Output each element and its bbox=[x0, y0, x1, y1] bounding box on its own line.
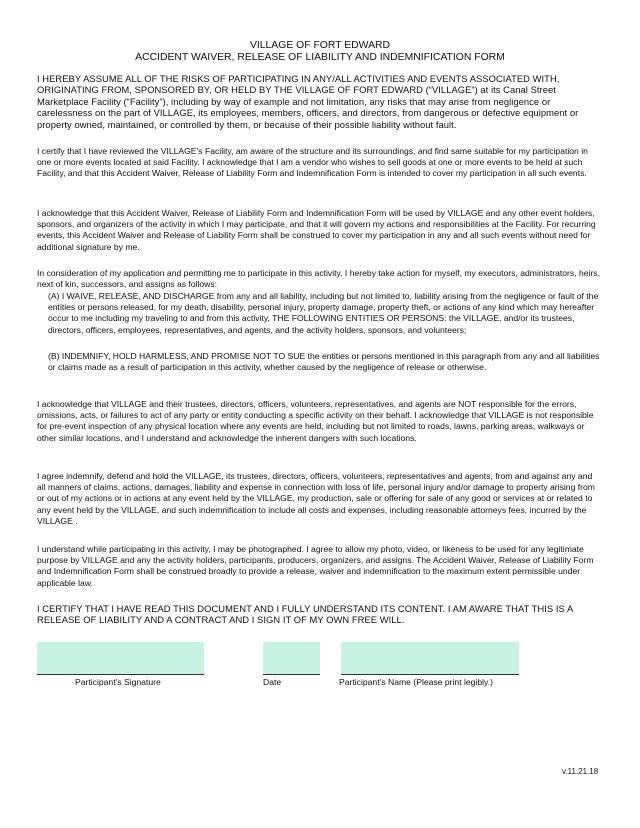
assumption-of-risk-paragraph: I HEREBY ASSUME ALL OF THE RISKS OF PARTICIPATING IN ANY/ALL ACTIVITIES AND EVENTS ASSOCIATED WITH, ORIGINATING FROM, SPONSORED BY, OR HELD BY THE VILLAGE OF FORT EDWARD (“VILLAGE”) at its Canal Street Marketplace Facility (“Facility”), including by way of example and not limitation, any risks that may arise from negligence or carelessness on the part of VILLAGE, its employees, members, officers, and directors, from dangerous or defective equipment or property owned, maintained, or controlled by them, or because of their possible liability without fault. bbox=[37, 73, 579, 130]
responsibility-acknowledgement-paragraph: I acknowledge that VILLAGE and their trustees, directors, officers, volunteers, representatives, and agents are NOT responsible for the errors, omissions, acts, or failures to act of any party or entity conducting a specific activity on their behalf. I acknowledge that VILLAGE is not responsible for pre-event inspection of any physical location where any events are held, including but not limited to roads, lawns, parking areas, walkways or other similar locations, and I understand and acknowledge the inherent dangers with such locations. bbox=[37, 399, 594, 443]
photo-release-paragraph: I understand while participating in this activity, I may be photographed. I agree to allow my photo, video, or likeness to be used for any legitimate purpose by VILLAGE and any the activity holders, participants, producers, organizers, and assigns. The Accident Waiver, Release of Liability Form and Indemnification Form shall be construed broadly to provide a release, waiver and indemnification to the maximum extent permissible under applicable law. bbox=[37, 544, 594, 588]
form-usage-paragraph: I acknowledge that this Accident Waiver, Release of Liability Form and Indemnification Form will be used by VILLAGE and any other event holders, sponsors, and organizers of the activity in which I may participate, and that it will govern my actions and responsibilities at the Facility. For recurring events, this Accident Waiver and Release of Liability Form shall be construed to cover my participation in any and all such events without need for additional signature by me. bbox=[37, 208, 596, 252]
indemnification-paragraph: I agree indemnify, defend and hold the VILLAGE, its trustees, directors, officers, volunteers, representatives and agents, from and against any and all manners of claims, actions, damages, liability and expense in connection with loss of life, personal injury and/or damage to property arising from or out of my actions or in actions at any event held by the VILLAGE, my production, sale or offering for sale of any good or services at or related to any event held by the VILLAGE, and such indemnification to include all costs and expenses, including reasonable attorneys fees, incurred by the VILLAGE . bbox=[37, 471, 595, 526]
facility-certification-paragraph: I certify that I have reviewed the VILLAGE’s Facility, am aware of the structure and its surroundings, and find same suitable for my participation in one or more events located at said Facility. I acknowledge that I am a vendor who wishes to sell goods at one or more events to be held at such Facility, and that this Accident Waiver, Release of Liability Form and Indemnification Form is intended to cover my participation in all such events. bbox=[37, 146, 588, 179]
date-field[interactable] bbox=[263, 642, 320, 675]
certification-statement: I CERTIFY THAT I HAVE READ THIS DOCUMENT AND I FULLY UNDERSTAND ITS CONTENT. I AM AWARE THAT THIS IS A RELEASE OF LIABILITY AND A CONTRACT AND I SIGN IT OF MY OWN FREE WILL. bbox=[37, 603, 573, 626]
version-number: v.11.21.18 bbox=[562, 767, 599, 776]
signature-label: Participant’s Signature bbox=[75, 677, 161, 687]
form-title-line-1: VILLAGE OF FORT EDWARD bbox=[249, 40, 391, 51]
consideration-paragraph: In consideration of my application and permitting me to participate in this activity, I hereby take action for myself, my executors, administrators, heirs, next of kin, successors, and assigns as follows: bbox=[37, 268, 600, 290]
participant-name-field[interactable] bbox=[341, 642, 519, 675]
waiver-clause-a: (A) I WAIVE, RELEASE, AND DISCHARGE from any and all liability, including but not limited to, liability arising from the negligence or fault of the entities or persons released, for my death, disability, personal injury, property damage, property theft, or actions of any kind which may hereafter occur to me including my traveling to and from this activity, THE FOLLOWING ENTITIES OR PERSONS: the VILLAGE, and/or its trustees, directors, officers, employees, representatives, and agents, and the activity holders, sponsors, and volunteers; bbox=[48, 291, 599, 335]
date-label: Date bbox=[263, 677, 282, 687]
signature-field[interactable] bbox=[37, 642, 204, 675]
participant-name-label: Participant’s Name (Please print legibly.) bbox=[339, 677, 493, 687]
form-title-line-2: ACCIDENT WAIVER, RELEASE OF LIABILITY AND INDEMNIFICATION FORM bbox=[135, 52, 505, 63]
indemnify-clause-b: (B) INDEMNIFY, HOLD HARMLESS, AND PROMISE NOT TO SUE the entities or persons mentioned in this paragraph from any and all liabilities or claims made as a result of participation in this activity, whether caused by the negligence of release or otherwise. bbox=[48, 351, 600, 373]
